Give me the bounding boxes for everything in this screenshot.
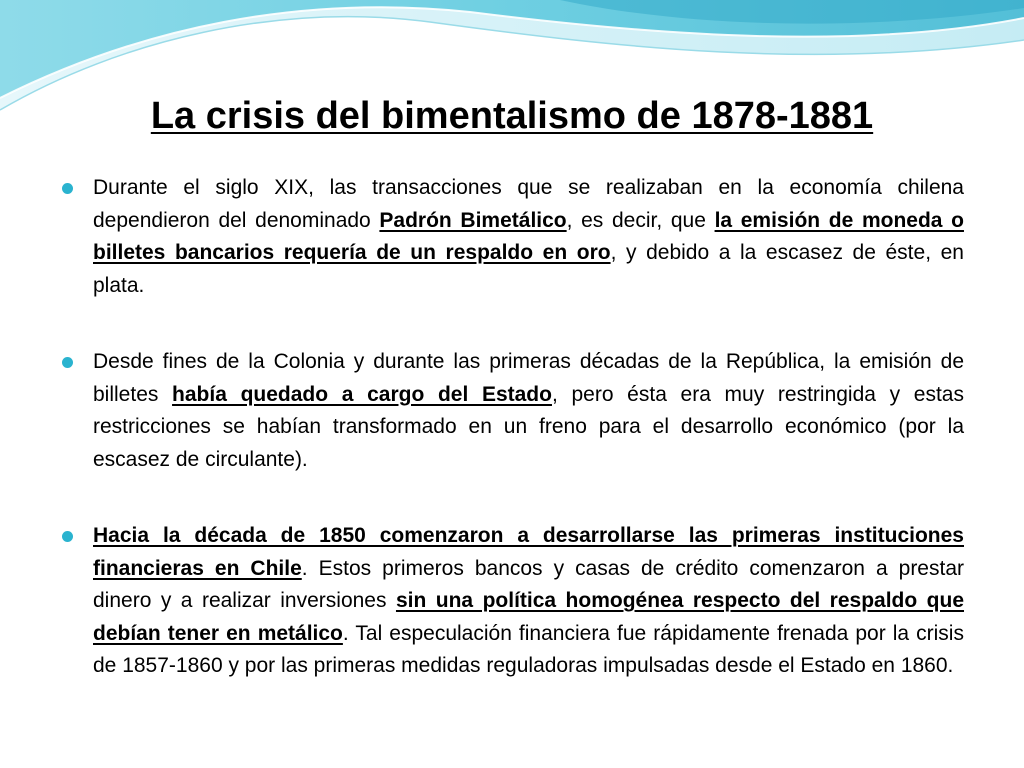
bullet-text: . Estos primeros bancos y casas de crédito comenzaron a prestar dinero y a realizar inversiones xyxy=(93,556,964,612)
bullet-dot-icon xyxy=(62,531,73,542)
bullet-text: , es decir, que xyxy=(566,208,715,232)
bullet-emphasis: Hacia la década de 1850 comenzaron a desarrollarse las primeras instituciones financieras en Chile xyxy=(93,524,964,580)
bullet-text: , y debido a la escasez de éste, en plata. xyxy=(93,241,964,297)
bullet-dot-icon xyxy=(62,357,73,368)
bullet-text: . Tal especulación financiera fue rápidamente frenada por la crisis de 1857-1860 y por las primeras medidas reguladoras impulsadas desde el Estado en 1860. xyxy=(93,621,964,677)
bullet-text: , pero ésta era muy restringida y estas restricciones se habían transformado en un freno para el desarrollo económico (por la escasez de circulante). xyxy=(93,382,964,471)
bullet-emphasis: había quedado a cargo del Estado xyxy=(172,382,552,406)
bullet-dot-icon xyxy=(62,183,73,194)
bullet-text: Desde fines de la Colonia y durante las primeras décadas de la República, la emisión de billetes xyxy=(93,350,964,406)
bullet-item-2 xyxy=(62,346,964,476)
slide-title: La crisis del bimentalismo de 1878-1881 xyxy=(150,95,874,137)
bullet-text: Durante el siglo XIX, las transacciones que se realizaban en la economía chilena dependieron del denominado xyxy=(93,176,964,232)
bullet-emphasis: Padrón Bimetálico xyxy=(379,208,567,232)
bullet-emphasis: sin una política homogénea respecto del respaldo que debían tener en metálico xyxy=(93,589,964,645)
bullet-item-1 xyxy=(62,172,964,302)
bullet-emphasis: la emisión de moneda o billetes bancarios requería de un respaldo en oro xyxy=(93,208,964,264)
bullet-item-3 xyxy=(62,520,964,683)
bullet-list xyxy=(62,172,964,727)
